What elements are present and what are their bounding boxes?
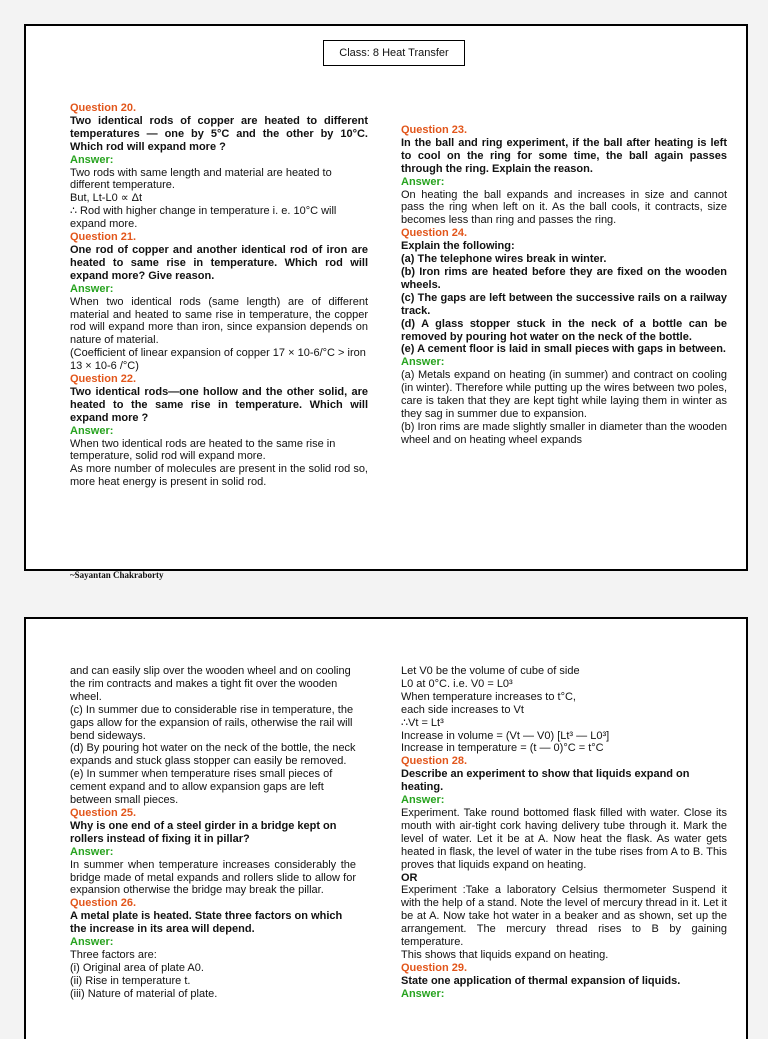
answer-text: When two identical rods (same length) are of different material and heated to same rise in temperature, the copper rod will expand more than iron, since expansion depends on nature of material. <box>70 295 368 347</box>
answer-text: (e) In summer when temperature rises small pieces of cement expand and to allow expansion gaps are left between small pieces. <box>70 768 333 807</box>
formula-line: ∴Vt = Lt³ <box>401 716 444 729</box>
answer-text: (d) By pouring hot water on the neck of the bottle, the neck expands and stuck glass stopper can easily be removed. <box>70 742 356 768</box>
answer-label: Answer: <box>401 987 445 1000</box>
answer-text: (c) In summer due to considerable rise in temperature, the gaps allow for the expansion of rails, otherwise the rail will bend sideways. <box>70 703 354 742</box>
answer-text: In summer when temperature increases considerably the bridge made of metal expands and rollers slide to allow for expansion otherwise the bridge may break the pillar. <box>70 858 356 897</box>
question-text: In the ball and ring experiment, if the ball after heating is left to cool on the ring for some time, the ball again passes through the ring. Explain the reason. <box>401 136 727 175</box>
question-text: State one application of thermal expansion of liquids. <box>401 974 681 987</box>
question-heading: Question 29. <box>401 961 468 974</box>
answer-text: (b) Iron rims are made slightly smaller in diameter than the wooden wheel and on heating wheel expands <box>401 420 727 446</box>
formula-line: Increase in temperature = (t — 0)°C = t°C <box>401 742 604 755</box>
answer-label: Answer: <box>70 424 114 437</box>
question-text: A metal plate is heated. State three factors on which the increase in its area will depend. <box>70 910 343 936</box>
answer-text: Three factors are: <box>70 948 157 961</box>
page2-left-column <box>70 665 356 1001</box>
answer-label: Answer: <box>70 936 114 949</box>
answer-text: When temperature increases to t°C, each side increases to Vt <box>401 690 576 716</box>
question-heading: Question 21. <box>70 231 137 244</box>
answer-text: ∴ Rod with higher change in temperature i. e. 10°C will expand more. <box>70 205 337 231</box>
question-heading: Question 28. <box>401 755 468 768</box>
answer-label: Answer: <box>70 845 114 858</box>
page1-right-column <box>401 124 727 447</box>
question-heading: Question 22. <box>70 373 137 386</box>
question-heading: Question 25. <box>70 806 137 819</box>
formula-line: But, Lt-L0 ∝ Δt <box>70 192 143 205</box>
answer-text: (Coefficient of linear expansion of copper 17 × 10-6/°C > iron 13 × 10-6 /°C) <box>70 347 366 373</box>
answer-text: (ii) Rise in temperature t. <box>70 974 191 987</box>
question-text: Describe an experiment to show that liquids expand on heating. <box>401 768 690 794</box>
answer-text: (i) Original area of plate A0. <box>70 961 204 974</box>
page-1 <box>24 24 748 571</box>
question-text: Two identical rods of copper are heated to different temperatures — one by 5°C and the other by 10°C. Which rod will expand more ? <box>70 114 368 153</box>
answer-text: Experiment :Take a laboratory Celsius thermometer Suspend it with the help of a stand. Note the level of mercury thread in it. Let it be at A. Now take hot water in a beaker and as shown, set up the arrangement. The mercury thread rises to B by gaining temperature. <box>401 884 727 949</box>
answer-label: Answer: <box>401 175 445 188</box>
question-text: One rod of copper and another identical rod of iron are heated to same rise in temperature. Which rod will expand more? Give reason. <box>70 243 368 282</box>
answer-label: Answer: <box>401 794 445 807</box>
author-signature: ~Sayantan Chakraborty <box>70 570 164 580</box>
question-heading: Question 26. <box>70 897 137 910</box>
answer-text: Two rods with same length and material are heated to different temperature. <box>70 166 332 192</box>
answer-label: Answer: <box>70 282 114 295</box>
answer-label: Answer: <box>70 153 114 166</box>
answer-text: Experiment. Take round bottomed flask filled with water. Close its mouth with air-tight cork having delivery tube through it. Mark the level of water. Let it be at A. Now heat the flask. As water gets heated in flask, the level of water in the tube rises from A to B. This proves that liquids expand on heating. <box>401 806 727 871</box>
page-2 <box>24 617 748 1039</box>
answer-text: (iii) Nature of material of plate. <box>70 987 218 1000</box>
question-item: (a) The telephone wires break in winter. <box>401 253 607 266</box>
answer-text: Let V0 be the volume of cube of side L0 at 0°C. i.e. V0 = L0³ <box>401 665 580 690</box>
answer-text: When two identical rods are heated to the same rise in temperature, solid rod will expand more. <box>70 437 336 463</box>
formula-line: Increase in volume = (Vt — V0) [Lt³ — L0³] <box>401 729 610 742</box>
class-title-box <box>323 40 465 66</box>
answer-text: As more number of molecules are present in the solid rod so, more heat energy is present in solid rod. <box>70 463 368 489</box>
question-heading: Question 24. <box>401 227 468 240</box>
page-gap <box>0 589 768 617</box>
question-item: (d) A glass stopper stuck in the neck of a bottle can be removed by pouring hot water on the neck of the bottle. <box>401 317 727 343</box>
answer-text: and can easily slip over the wooden wheel and on cooling the rim contracts and makes a tight fit over the wooden wheel. <box>70 665 351 703</box>
answer-label: Answer: <box>401 356 445 369</box>
answer-text: This shows that liquids expand on heating. <box>401 948 609 961</box>
answer-text: On heating the ball expands and increases in size and cannot pass the ring when left on it. As the ball cools, it contracts, size becomes less than ring and passes the ring. <box>401 188 727 227</box>
question-text: Two identical rods—one hollow and the other solid, are heated to the same rise in temperature. Which will expand more ? <box>70 385 368 424</box>
question-item: (b) Iron rims are heated before they are fixed on the wooden wheels. <box>401 265 727 291</box>
class-title: Class: 8 Heat Transfer <box>339 47 449 59</box>
or-separator: OR <box>401 871 418 884</box>
page2-right-column <box>401 665 727 1001</box>
question-text: Explain the following: <box>401 240 515 253</box>
page1-left-column <box>70 102 368 489</box>
question-text: Why is one end of a steel girder in a bridge kept on rollers instead of fixing it in pillar? <box>70 819 337 845</box>
question-item: (e) A cement floor is laid in small pieces with gaps in between. <box>401 343 726 356</box>
question-item: (c) The gaps are left between the successive rails on a railway track. <box>401 291 727 317</box>
question-heading: Question 20. <box>70 102 137 114</box>
answer-text: (a) Metals expand on heating (in summer) and contract on cooling (in winter). Therefore while putting up the wires between two poles, care is taken that they are kept tight while laying them in winter as they sag in summer due to expansion. <box>401 369 727 420</box>
question-heading: Question 23. <box>401 124 468 136</box>
